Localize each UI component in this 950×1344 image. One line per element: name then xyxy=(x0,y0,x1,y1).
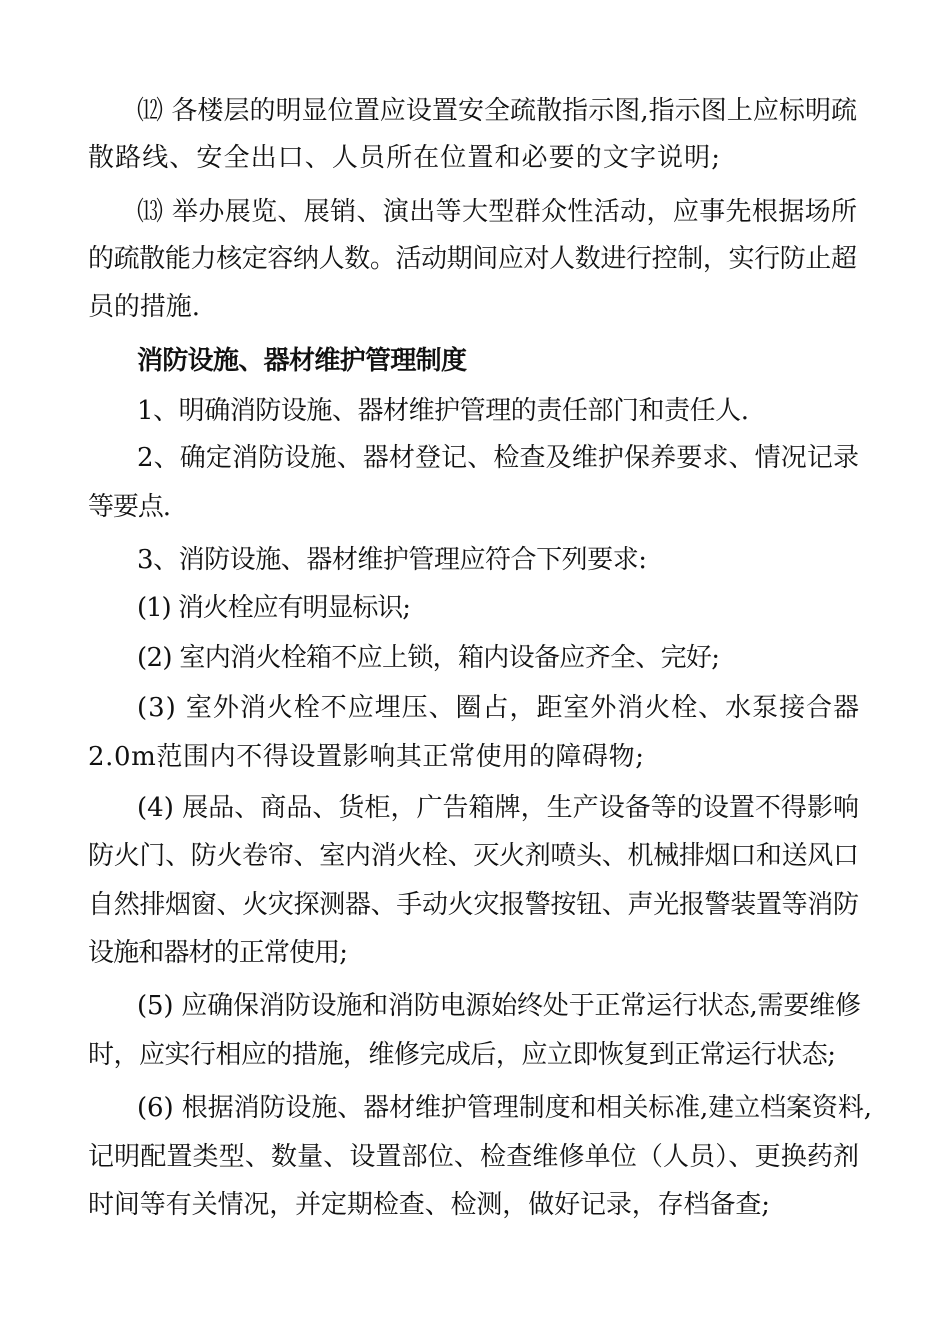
text-line: (4) 展品、商品、货柜，广告箱牌，生产设备等的设置不得影响 xyxy=(137,793,860,823)
text-line: (2) 室内消火栓箱不应上锁，箱内设备应齐全、完好; xyxy=(137,643,720,673)
text-line: (1) 消火栓应有明显标识; xyxy=(137,593,410,623)
text-line: 设施和器材的正常使用; xyxy=(88,938,348,968)
section-heading: 消防设施、器材维护管理制度 xyxy=(137,346,467,376)
text-line: 防火门、防火卷帘、室内消火栓、灭火剂喷头、机械排烟口和送风口 xyxy=(88,841,859,871)
text-line: 自然排烟窗、火灾探测器、手动火灾报警按钮、声光报警装置等消防 xyxy=(88,890,859,920)
text-line: (5) 应确保消防设施和消防电源始终处于正常运行状态,需要维修 xyxy=(137,991,861,1021)
text-line: (6) 根据消防设施、器材维护管理制度和相关标准,建立档案资料, xyxy=(137,1093,872,1123)
text-line: 时，应实行相应的措施，维修完成后，应立即恢复到正常运行状态; xyxy=(88,1040,836,1070)
text-line: 2.0m范围内不得设置影响其正常使用的障碍物; xyxy=(88,742,645,772)
text-line: 时间等有关情况，并定期检查、检测，做好记录，存档备查; xyxy=(88,1190,770,1220)
text-line: 等要点. xyxy=(88,492,170,522)
text-line: ⒀ 举办展览、展销、演出等大型群众性活动，应事先根据场所 xyxy=(137,197,858,227)
text-line: 散路线、安全出口、人员所在位置和必要的文字说明; xyxy=(88,143,722,173)
text-line: 员的措施. xyxy=(88,292,200,322)
text-line: 记明配置类型、数量、设置部位、检查维修单位（人员）、更换药剂 xyxy=(88,1142,860,1172)
text-line: 的疏散能力核定容纳人数。活动期间应对人数进行控制，实行防止超 xyxy=(88,244,857,274)
text-line: 2、确定消防设施、器材登记、检查及维护保养要求、情况记录 xyxy=(137,443,860,473)
text-line: 1、明确消防设施、器材维护管理的责任部门和责任人. xyxy=(137,396,749,426)
text-line: ⑿ 各楼层的明显位置应设置安全疏散指示图,指示图上应标明疏 xyxy=(137,96,858,126)
text-line: 3、消防设施、器材维护管理应符合下列要求: xyxy=(137,545,647,575)
text-line: (3) 室外消火栓不应埋压、圈占，距室外消火栓、水泵接合器 xyxy=(137,693,860,723)
